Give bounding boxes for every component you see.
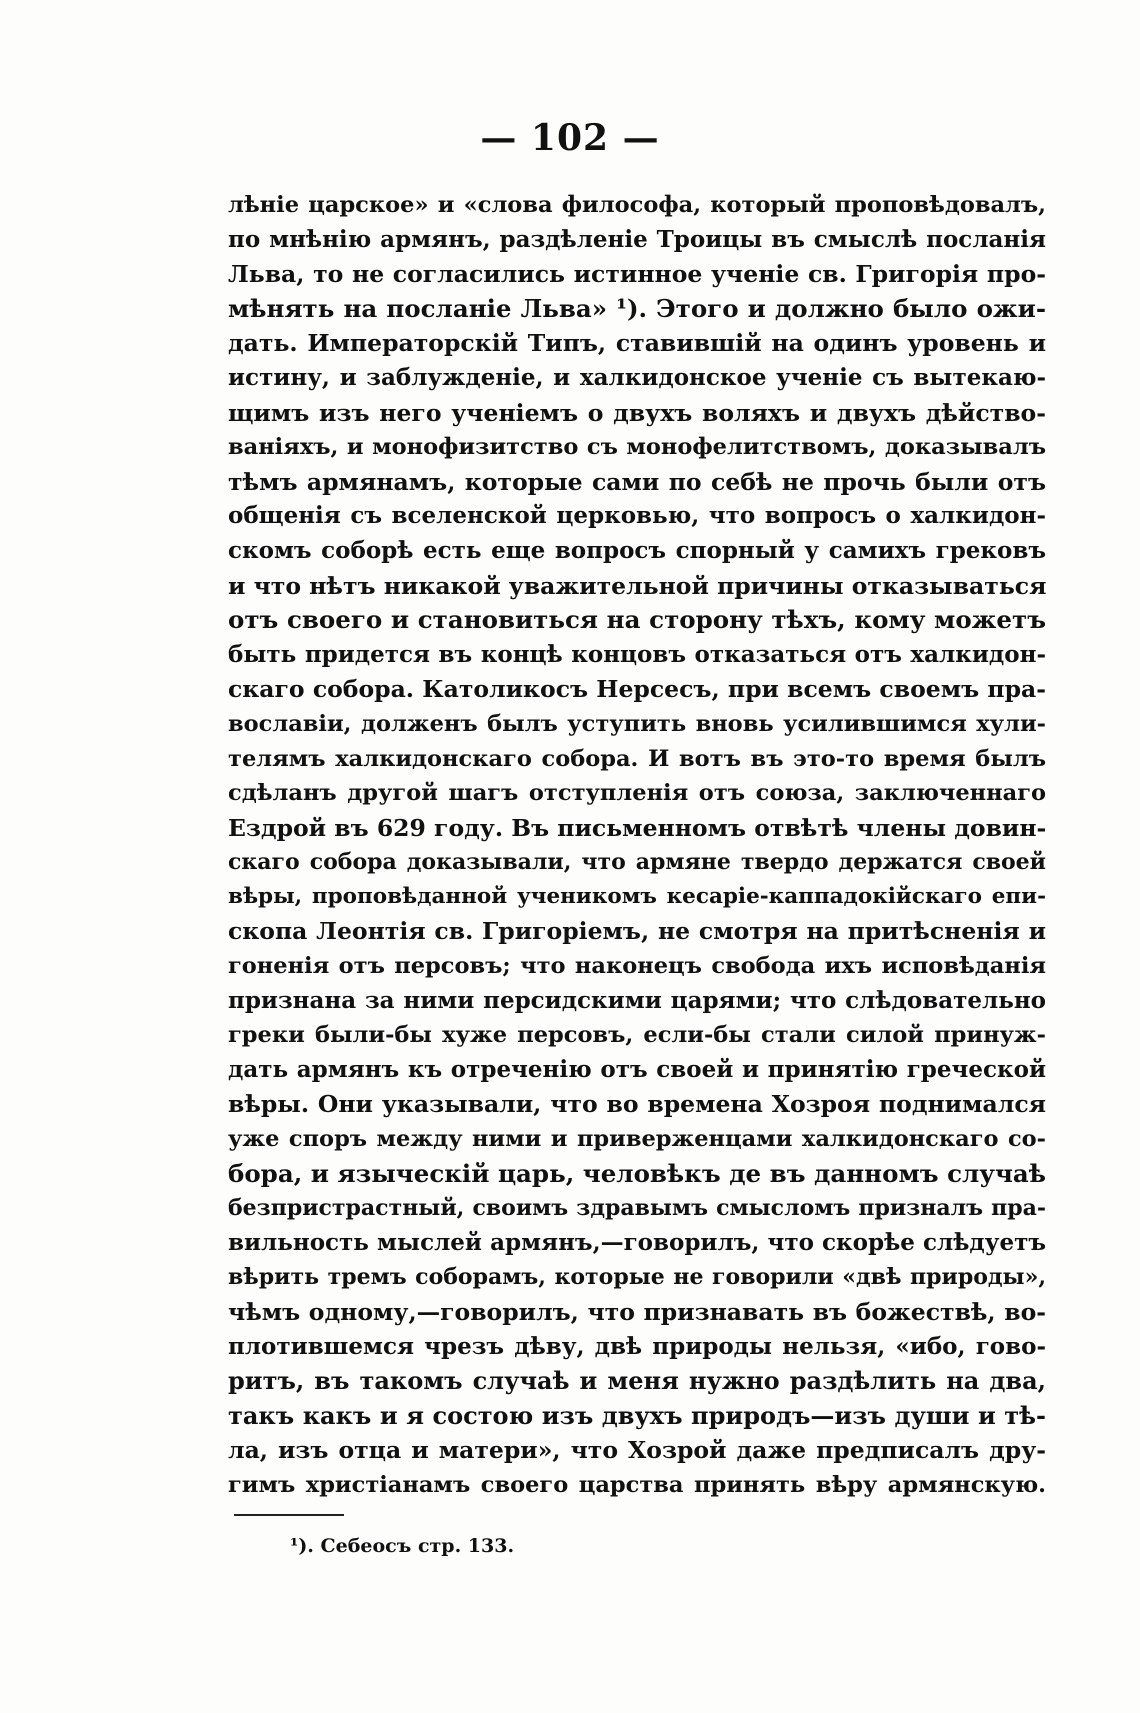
text-line: вѣрить тремъ соборамъ, которые не говорили «двѣ природы», [228,1264,1046,1291]
text-line: дать армянъ къ отреченію отъ своей и принятію греческой [228,1055,1046,1083]
footnote: ¹). Себеосъ стр. 133. [290,1535,515,1557]
text-line: чѣмъ одному,—говорилъ, что признавать въ божествѣ, во- [228,1298,1046,1326]
text-line: признана за ними персидскими царями; что слѣдовательно [228,986,1046,1014]
text-line: скаго собора доказывали, что армяне твердо держатся своей [228,849,1046,876]
text-line: гимъ христіанамъ своего царства принять вѣру армянскую. [228,1471,1046,1498]
text-line: вѣры. Они указывали, что во времена Хозроя поднимался [228,1090,1046,1119]
text-line: ритъ, въ такомъ случаѣ и меня нужно раздѣлить на два, [228,1366,1046,1396]
text-line: гоненія отъ персовъ; что наконецъ свобода ихъ исповѣданія [228,953,1046,980]
text-line: дать. Императорскій Типъ, ставившій на одинъ уровень и [228,329,1046,358]
text-line: истину, и заблужденіе, и халкидонское ученіе съ вытекаю- [228,363,1046,391]
text-line: безпристрастный, своимъ здравымъ смысломъ призналъ пра- [228,1195,1046,1222]
text-line: щимъ изъ него ученіемъ о двухъ воляхъ и двухъ дѣйство- [228,398,1046,427]
text-line: греки были-бы хуже персовъ, если-бы стали силой принуж- [228,1022,1046,1049]
text-line: и что нѣтъ никакой уважительной причины отказываться [228,571,1046,600]
text-line: вославіи, долженъ былъ уступить вновь усилившимся хули- [228,710,1046,737]
text-line: Льва, то не согласились истинное ученіе св. Григорія про- [228,260,1046,289]
text-line: лѣніе царское» и «слова философа, который проповѣдовалъ, [228,192,1046,218]
text-line: ла, изъ отца и матери», что Хозрой даже предписалъ дру- [228,1436,1046,1465]
text-line: общенія съ вселенской церковью, что вопросъ о халкидон- [228,502,1046,530]
text-line: тѣмъ армянамъ, которые сами по себѣ не прочь были отъ [228,467,1046,496]
text-line: быть придется въ концѣ концовъ отказаться отъ халкидон- [228,640,1046,668]
text-line: такъ какъ и я состою изъ двухъ природъ—изъ души и тѣ- [228,1400,1046,1430]
text-line: вѣры, проповѣданной ученикомъ кесаріе-каппадокійскаго епи- [228,883,1046,909]
text-line: скопа Леонтія св. Григоріемъ, не смотря на притѣсненія и [228,917,1046,946]
text-line: бора, и языческій царь, человѣкъ де въ данномъ случаѣ [228,1158,1046,1188]
page-number: — 102 — [480,117,660,159]
text-line: сдѣланъ другой шагъ отступленія отъ союза, заключеннаго [228,780,1046,807]
text-line: уже споръ между ними и приверженцами халкидонскаго со- [228,1126,1046,1153]
text-line: Ездрой въ 629 году. Въ письменномъ отвѣтѣ члены довин- [228,813,1046,842]
text-line: телямъ халкидонскаго собора. И вотъ въ это-то время былъ [228,745,1046,772]
body-text [228,188,1046,1503]
text-line: вильность мыслей армянъ,—говорилъ, что скорѣе слѣдуетъ [228,1228,1046,1256]
text-line: ваніяхъ, и монофизитство съ монофелитствомъ, доказывалъ [228,434,1046,461]
text-line: по мнѣнію армянъ, раздѣленіе Троицы въ смыслѣ посланія [228,225,1046,253]
text-line: скаго собора. Католикосъ Нерсесъ, при всемъ своемъ пра- [228,675,1046,704]
footnote-divider [234,1514,344,1516]
text-line: скомъ соборѣ есть еще вопросъ спорный у самихъ грековъ [228,536,1046,564]
text-line: отъ своего и становиться на сторону тѣхъ, кому можетъ [228,605,1046,635]
text-line: плотившемся чрезъ дѣву, двѣ природы нельзя, «ибо, гово- [228,1332,1046,1360]
text-line: мѣнять на посланіе Льва» ¹). Этого и должно было ожи- [228,293,1046,323]
